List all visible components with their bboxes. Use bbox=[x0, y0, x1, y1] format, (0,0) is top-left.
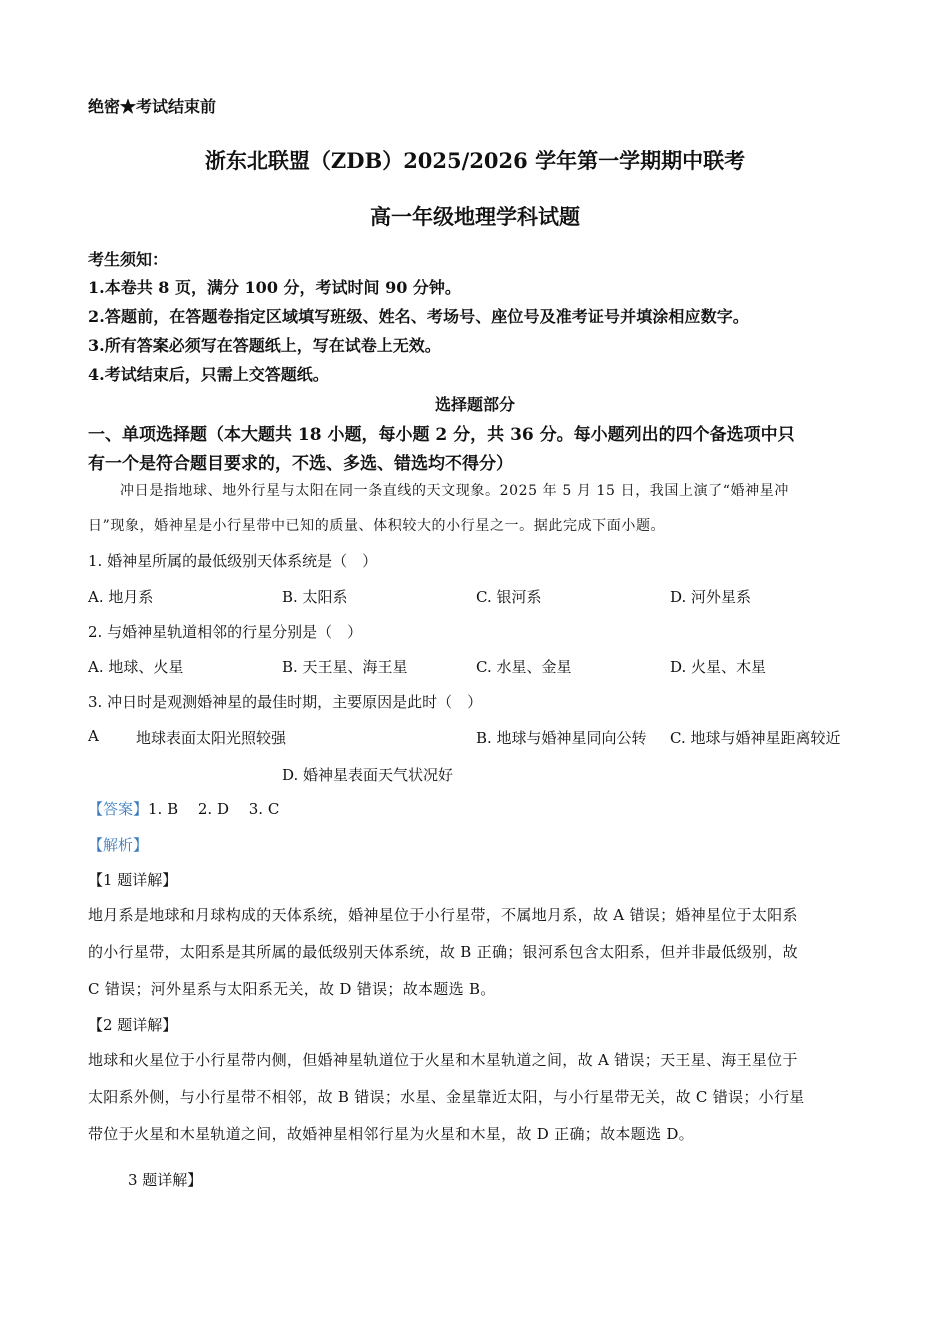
notice-heading: 考生须知： bbox=[88, 250, 169, 269]
analysis-heading: 【1 题详解】 bbox=[88, 871, 178, 889]
question-stem: 3. 冲日时是观测婚神星的最佳时期，主要原因是此时（ ） bbox=[88, 693, 483, 711]
passage-text: 日”现象，婚神星是小行星带中已知的质量、体积较大的小行星之一。据此完成下面小题。 bbox=[88, 518, 666, 534]
analysis-label: 【解析】 bbox=[88, 836, 149, 854]
notice-item: 4.考试结束后，只需上交答题纸。 bbox=[88, 365, 329, 384]
answer-text: 1. B 2. D 3. C bbox=[148, 800, 280, 818]
section-heading: 有一个是符合题目要求的，不选、多选、错选均不得分） bbox=[88, 454, 513, 474]
question-stem: 2. 与婚神星轨道相邻的行星分别是（ ） bbox=[88, 623, 363, 641]
analysis-text: 地球和火星位于小行星带内侧，但婚神星轨道位于火星和木星轨道之间，故 A 错误；天王星、海王星位于 bbox=[88, 1051, 798, 1069]
analysis-heading: 【2 题详解】 bbox=[88, 1016, 178, 1034]
question-option-letter: A bbox=[88, 727, 99, 745]
exam-subtitle: 高一年级地理学科试题 bbox=[370, 204, 580, 229]
question-option: B. 太阳系 bbox=[282, 588, 348, 606]
question-stem: 1. 婚神星所属的最低级别天体系统是（ ） bbox=[88, 552, 378, 570]
analysis-heading: 3 题详解】 bbox=[128, 1171, 203, 1189]
analysis-text: 地月系是地球和月球构成的天体系统，婚神星位于小行星带，不属地月系，故 A 错误；婚神星位于太阳系 bbox=[88, 906, 798, 924]
analysis-text: C 错误；河外星系与太阳系无关，故 D 错误；故本题选 B。 bbox=[88, 980, 496, 998]
question-option: D. 火星、木星 bbox=[670, 658, 767, 676]
question-option: C. 银河系 bbox=[476, 588, 542, 606]
part-title: 选择题部分 bbox=[434, 395, 515, 414]
notice-item: 1.本卷共 8 页，满分 100 分，考试时间 90 分钟。 bbox=[88, 278, 461, 297]
answer-line bbox=[88, 798, 279, 819]
notice-item: 2.答题前，在答题卷指定区域填写班级、姓名、考场号、座位号及准考证号并填涂相应数字。 bbox=[88, 307, 749, 326]
question-option: 地球表面太阳光照较强 bbox=[136, 729, 287, 747]
section-heading: 一、单项选择题（本大题共 18 小题，每小题 2 分，共 36 分。每小题列出的四个备选项中只 bbox=[88, 425, 795, 445]
question-option: B. 地球与婚神星同向公转 bbox=[476, 729, 647, 747]
question-option: A. 地球、火星 bbox=[88, 658, 184, 676]
analysis-text: 太阳系外侧，与小行星带不相邻，故 B 错误；水星、金星靠近太阳，与小行星带无关，故 C 错误；小行星 bbox=[88, 1088, 805, 1106]
confidential-label: 绝密★考试结束前 bbox=[88, 97, 217, 116]
analysis-text: 的小行星带，太阳系是其所属的最低级别天体系统，故 B 正确；银河系包含太阳系，但并非最低级别，故 bbox=[88, 943, 798, 961]
passage-text: 冲日是指地球、地外行星与太阳在同一条直线的天文现象。2025 年 5 月 15 日，我国上演了“婚神星冲 bbox=[120, 483, 789, 499]
notice-item: 3.所有答案必须写在答题纸上，写在试卷上无效。 bbox=[88, 336, 441, 355]
question-option: D. 河外星系 bbox=[670, 588, 752, 606]
question-option: D. 婚神星表面天气状况好 bbox=[282, 766, 454, 784]
analysis-text: 带位于火星和木星轨道之间，故婚神星相邻行星为火星和木星，故 D 正确；故本题选 D。 bbox=[88, 1125, 694, 1143]
question-option: A. 地月系 bbox=[88, 588, 154, 606]
question-option: C. 地球与婚神星距离较近 bbox=[670, 729, 841, 747]
question-option: B. 天王星、海王星 bbox=[282, 658, 408, 676]
answer-label: 【答案】 bbox=[88, 800, 149, 818]
question-option: C. 水星、金星 bbox=[476, 658, 572, 676]
exam-title: 浙东北联盟（ZDB）2025/2026 学年第一学期期中联考 bbox=[204, 148, 746, 173]
